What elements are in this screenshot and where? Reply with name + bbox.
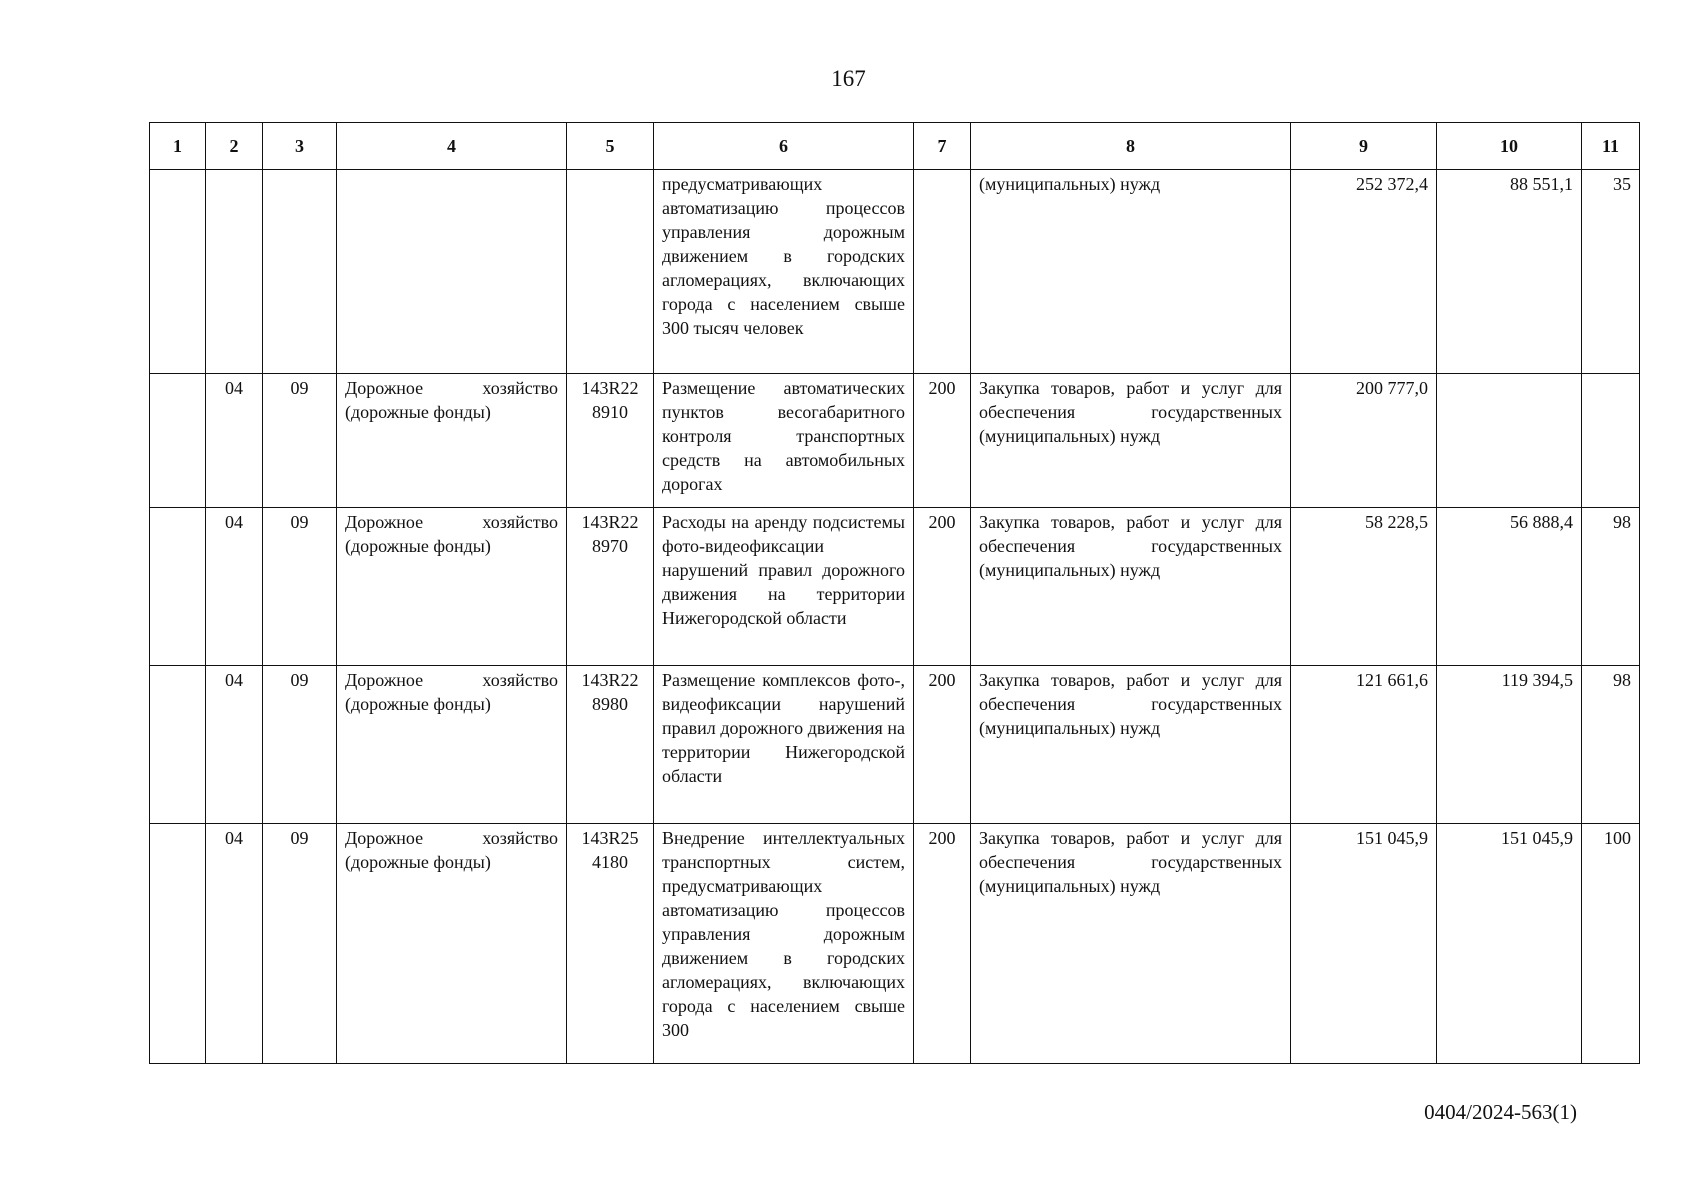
column-header-9: 9: [1291, 123, 1437, 170]
cell-target-code: 143R22 8980: [567, 666, 654, 824]
table-row: [150, 508, 1640, 666]
cell-col1: [150, 170, 206, 374]
cell-subsection: 09: [263, 824, 337, 1064]
column-header-4: 4: [337, 123, 567, 170]
cell-section-name: Дорожное хозяйство (дорожные фонды): [337, 374, 567, 508]
cell-target-code: 143R22 8910: [567, 374, 654, 508]
cell-percent: 35: [1582, 170, 1640, 374]
cell-target-name: Внедрение интеллектуальных транспортных систем, предусматривающих автоматизацию процессов управления дорожным движением в городских агломерациях, включающих города с населением свыше 300: [654, 824, 914, 1064]
cell-amount-planned: 121 661,6: [1291, 666, 1437, 824]
column-header-3: 3: [263, 123, 337, 170]
table-row: [150, 374, 1640, 508]
cell-expense-name: Закупка товаров, работ и услуг для обеспечения государственных (муниципальных) нужд: [971, 824, 1291, 1064]
cell-expense-name: Закупка товаров, работ и услуг для обеспечения государственных (муниципальных) нужд: [971, 374, 1291, 508]
cell-expense-type: 200: [914, 824, 971, 1064]
cell-amount-actual: 88 551,1: [1437, 170, 1582, 374]
cell-expense-name: Закупка товаров, работ и услуг для обеспечения государственных (муниципальных) нужд: [971, 508, 1291, 666]
cell-percent: 98: [1582, 508, 1640, 666]
cell-col1: [150, 666, 206, 824]
cell-target-code: [567, 170, 654, 374]
cell-col1: [150, 508, 206, 666]
cell-amount-actual: [1437, 374, 1582, 508]
cell-target-name: предусматривающих автоматизацию процессов управления дорожным движением в городских агломерациях, включающих города с населением свыше 300 тысяч человек: [654, 170, 914, 374]
cell-expense-name: (муниципальных) нужд: [971, 170, 1291, 374]
cell-expense-type: 200: [914, 666, 971, 824]
cell-percent: 98: [1582, 666, 1640, 824]
cell-target-name: Размещение автоматических пунктов весогабаритного контроля транспортных средств на автомобильных дорогах: [654, 374, 914, 508]
cell-amount-actual: 151 045,9: [1437, 824, 1582, 1064]
cell-section: 04: [206, 824, 263, 1064]
cell-amount-planned: 58 228,5: [1291, 508, 1437, 666]
cell-expense-type: [914, 170, 971, 374]
cell-section: 04: [206, 508, 263, 666]
cell-subsection: [263, 170, 337, 374]
cell-target-code: 143R25 4180: [567, 824, 654, 1064]
cell-subsection: 09: [263, 666, 337, 824]
page-number: 167: [831, 66, 866, 91]
column-header-7: 7: [914, 123, 971, 170]
document-code: 0404/2024-563(1): [1424, 1100, 1577, 1124]
cell-subsection: 09: [263, 508, 337, 666]
cell-amount-actual: 56 888,4: [1437, 508, 1582, 666]
cell-amount-actual: 119 394,5: [1437, 666, 1582, 824]
column-header-2: 2: [206, 123, 263, 170]
column-header-10: 10: [1437, 123, 1582, 170]
cell-expense-type: 200: [914, 374, 971, 508]
cell-section-name: Дорожное хозяйство (дорожные фонды): [337, 824, 567, 1064]
cell-percent: 100: [1582, 824, 1640, 1064]
cell-section-name: [337, 170, 567, 374]
cell-amount-planned: 252 372,4: [1291, 170, 1437, 374]
cell-col1: [150, 374, 206, 508]
cell-section: 04: [206, 666, 263, 824]
column-header-6: 6: [654, 123, 914, 170]
column-header-8: 8: [971, 123, 1291, 170]
cell-target-name: Размещение комплексов фото-, видеофиксации нарушений правил дорожного движения на территории Нижегородской области: [654, 666, 914, 824]
cell-section-name: Дорожное хозяйство (дорожные фонды): [337, 508, 567, 666]
cell-target-name: Расходы на аренду подсистемы фото-видеофиксации нарушений правил дорожного движения на территории Нижегородской области: [654, 508, 914, 666]
header-row: [150, 123, 1640, 170]
cell-amount-planned: 151 045,9: [1291, 824, 1437, 1064]
cell-section: 04: [206, 374, 263, 508]
cell-subsection: 09: [263, 374, 337, 508]
table-row: [150, 824, 1640, 1064]
column-header-11: 11: [1582, 123, 1640, 170]
cell-target-code: 143R22 8970: [567, 508, 654, 666]
table-row: [150, 666, 1640, 824]
budget-table: [149, 122, 1640, 1064]
column-header-5: 5: [567, 123, 654, 170]
cell-expense-name: Закупка товаров, работ и услуг для обеспечения государственных (муниципальных) нужд: [971, 666, 1291, 824]
cell-section-name: Дорожное хозяйство (дорожные фонды): [337, 666, 567, 824]
cell-expense-type: 200: [914, 508, 971, 666]
cell-percent: [1582, 374, 1640, 508]
cell-section: [206, 170, 263, 374]
table-row: [150, 170, 1640, 374]
cell-amount-planned: 200 777,0: [1291, 374, 1437, 508]
cell-col1: [150, 824, 206, 1064]
column-header-1: 1: [150, 123, 206, 170]
